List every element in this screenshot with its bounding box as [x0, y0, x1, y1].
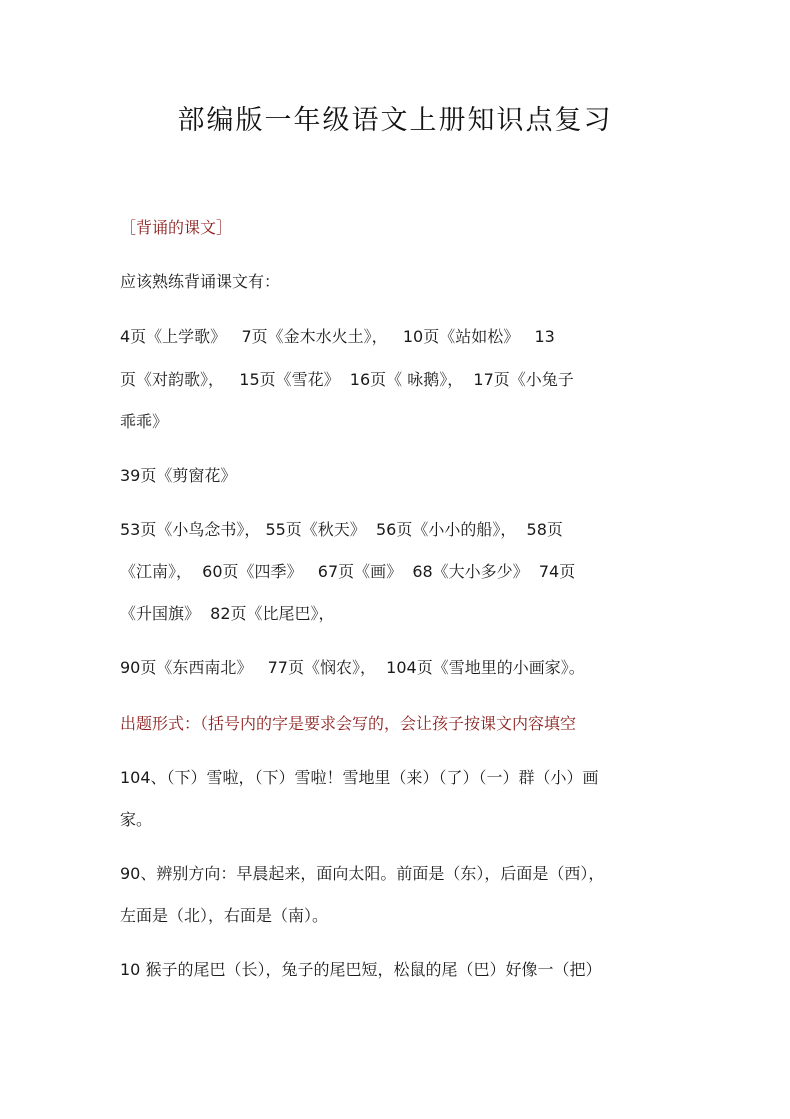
exercise-line: 10 猴子的尾巴（长），兔子的尾巴短，松鼠的尾（巴）好像一（把） — [120, 960, 602, 979]
question-format: 出题形式：（括号内的字是要求会写的，会让孩子按课文内容填空 — [120, 714, 577, 733]
recite-line: 页《对韵歌》， 15页《雪花》 16页《 咏鹅》， 17页《小兔子 — [120, 370, 574, 389]
recite-line: 乖乖》 — [120, 412, 169, 431]
recite-line: 4页《上学歌》 7页《金木水火土》， 10页《站如松》 13 — [120, 327, 555, 346]
recite-line: 53页《小鸟念书》， 55页《秋天》 56页《小小的船》， 58页 — [120, 520, 563, 539]
exercise-line: 左面是（北），右面是（南）。 — [120, 906, 329, 925]
exercise-line: 104、（下）雪啦，（下）雪啦！雪地里（来）（了）（一）群（小）画 — [120, 768, 599, 787]
intro-text: 应该熟练背诵课文有： — [120, 272, 281, 291]
recite-line: 39页《剪窗花》 — [120, 466, 237, 485]
exercise-line: 家。 — [120, 810, 153, 829]
exercise-line: 90、辨别方向：早晨起来，面向太阳。前面是（东），后面是（西）， — [120, 864, 605, 883]
recite-line: 90页《东西南北》 77页《悯农》， 104页《雪地里的小画家》。 — [120, 658, 585, 677]
recite-line: 《升国旗》 82页《比尾巴》， — [120, 604, 335, 623]
section-header: ［背诵的课文］ — [120, 218, 233, 237]
document-title: 部编版一年级语文上册知识点复习 — [177, 105, 613, 136]
recite-line: 《江南》， 60页《四季》 67页《画》 68《大小多少》 74页 — [120, 562, 576, 581]
